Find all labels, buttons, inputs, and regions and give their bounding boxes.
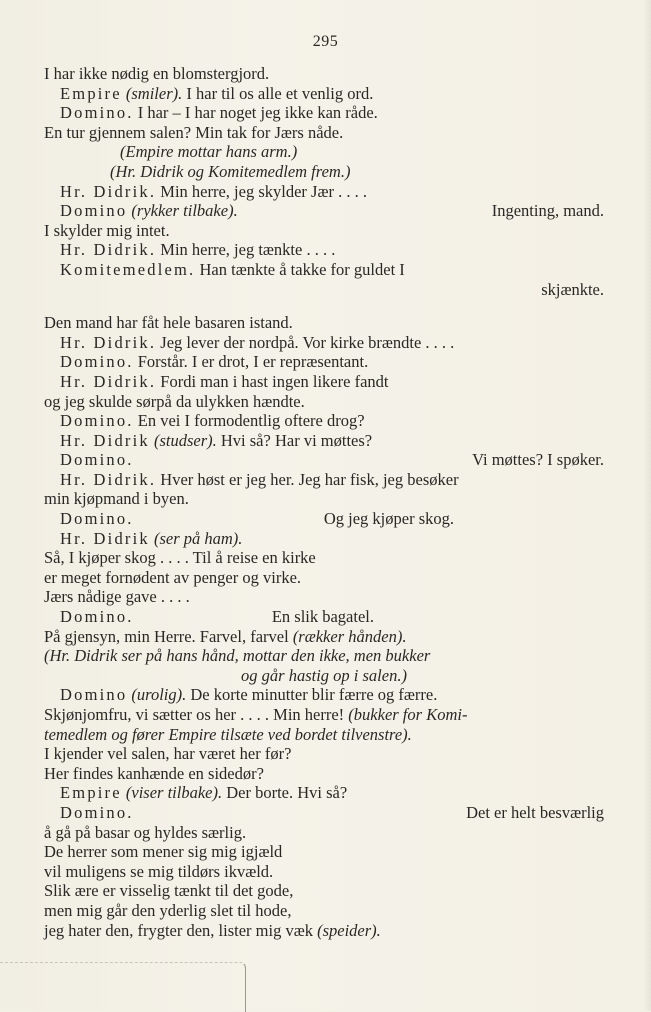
speaker-name: Empire [60, 783, 122, 803]
text-line: En tur gjennem salen? Min tak for Jærs nåde. [44, 122, 344, 142]
text-line: I har ikke nødig en blomstergjord. [44, 64, 270, 83]
text-line: Hr. Didrik. Min herre, jeg tænkte . . . . [60, 240, 336, 260]
stage-direction: (rækker hånden). [292, 626, 407, 646]
text-line: Så, I kjøper skog . . . . Til å reise en kirke [44, 548, 316, 568]
stage-direction: (studser). [153, 430, 217, 450]
stage-direction: (rykker tilbake). [131, 201, 238, 221]
text-line [44, 142, 604, 162]
text-line: Slik ære er visselig tænkt til det gode, [44, 881, 294, 901]
speaker-name: Domino. [60, 450, 134, 470]
speaker-name: Hr. Didrik [60, 430, 150, 450]
speaker-name: Domino. [60, 509, 134, 529]
text-line: Hr. Didrik. Min herre, jeg skylder Jær . . . . [60, 181, 367, 201]
stage-direction: (urolig). [131, 685, 187, 705]
stage-direction: (Empire mottar hans arm.) [120, 142, 298, 162]
text-line [44, 529, 604, 549]
text-line [44, 646, 604, 666]
text-line: I kjender vel salen, har været her før? [44, 744, 292, 764]
text-line: Her findes kanhænde en sidedør? [44, 763, 264, 783]
page-number: 295 [312, 33, 339, 50]
text-line [44, 666, 604, 686]
text-line: Domino. Og jeg kjøper skog. [60, 509, 454, 529]
speaker-name: Hr. Didrik. [60, 371, 157, 391]
scan-edge-mark [0, 962, 246, 1012]
speaker-name: Domino. [60, 411, 134, 431]
speaker-name: Domino. [60, 352, 134, 372]
speaker-name: Domino [60, 685, 128, 705]
speaker-name: Hr. Didrik. [60, 181, 157, 201]
speaker-name: Hr. Didrik. [60, 240, 157, 260]
speaker-name: Komitemedlem. [60, 259, 196, 279]
speaker-name: Hr. Didrik. [60, 332, 157, 352]
text-line: De herrer som mener sig mig igjæld [44, 842, 283, 862]
stage-direction: (ser på ham). [153, 528, 243, 548]
text-line: Domino. En vei I formodentlig oftere drog? [60, 411, 365, 431]
stage-direction: (speider). [317, 920, 381, 940]
text-line [44, 725, 604, 745]
text-line: Domino. Forstår. I er drot, I er repræsentant. [60, 352, 369, 372]
text-line: min kjøpmand i byen. [44, 489, 189, 509]
speaker-name: Hr. Didrik. [60, 469, 157, 489]
text-line: er meget fornødent av penger og virke. [44, 567, 302, 587]
text-line [44, 162, 604, 182]
text-line: Empire (smiler). I har til os alle et venlig ord. [60, 83, 374, 103]
speaker-name: Domino. [60, 802, 134, 822]
text-line: Domino. Vi møttes? I spøker. [60, 450, 604, 470]
text-line: Hr. Didrik. Fordi man i hast ingen likere fandt [60, 371, 389, 391]
text-line: vil muligens se mig tildørs ikvæld. [44, 861, 274, 881]
page-edge-shadow [643, 0, 651, 1011]
speaker-name: Hr. Didrik [60, 528, 150, 548]
stage-direction: (Hr. Didrik ser på hans hånd, mottar den ikke, men bukker [44, 646, 431, 666]
text-line: Skjønjomfru, vi sætter os her . . . . Min herre! (bukker for Komi- [44, 705, 468, 724]
text-line: Domino (rykker tilbake). Ingenting, mand. [60, 201, 604, 221]
text-line: Empire (viser tilbake). Der borte. Hvi så? [60, 783, 348, 803]
stage-direction: (Hr. Didrik og Komitemedlem frem.) [110, 161, 351, 181]
speaker-name: Domino [60, 201, 128, 221]
stage-direction: (bukker for Komi- [348, 705, 468, 724]
speaker-name: Domino. [60, 607, 134, 627]
text-line: og jeg skulde sørpå da ulykken hændte. [44, 391, 305, 411]
text-line: Domino. I har – I har noget jeg ikke kan råde. [60, 103, 378, 123]
text-line: Komitemedlem. Han tænkte å takke for guldet I [60, 259, 405, 279]
play-text [44, 64, 604, 940]
text-line: I skylder mig intet. [44, 220, 170, 240]
text-line: men mig går den yderlig slet til hode, [44, 900, 292, 920]
text-line: Hr. Didrik. Hver høst er jeg her. Jeg har fisk, jeg besøker [60, 469, 459, 489]
text-line: På gjensyn, min Herre. Farvel, farvel (rækker hånden). [44, 626, 407, 646]
text-line: skjænkte. [541, 279, 604, 299]
text-line: Domino. En slik bagatel. [60, 607, 374, 627]
stage-direction: og går hastig op i salen.) [241, 665, 407, 685]
text-line: Domino. Det er helt besværlig [60, 802, 604, 822]
text-line: Hr. Didrik (studser). Hvi så? Har vi møttes? [60, 430, 373, 450]
stage-direction: (smiler). [125, 83, 183, 103]
stage-direction: temedlem og fører Empire tilsæte ved bordet tilvenstre). [44, 724, 412, 744]
speaker-name: Empire [60, 83, 122, 103]
text-line: Den mand har fåt hele basaren istand. [44, 313, 293, 333]
text-line: Domino (urolig). De korte minutter blir færre og færre. [60, 685, 438, 705]
stage-direction: (viser tilbake). [125, 783, 223, 803]
text-line: Jærs nådige gave . . . . [44, 587, 190, 607]
text-line: jeg hater den, frygter den, lister mig væk (speider). [44, 920, 381, 940]
speaker-name: Domino. [60, 103, 134, 123]
text-line: å gå på basar og hyldes særlig. [44, 822, 247, 842]
text-line: Hr. Didrik. Jeg lever der nordpå. Vor kirke brændte . . . . [60, 332, 455, 352]
